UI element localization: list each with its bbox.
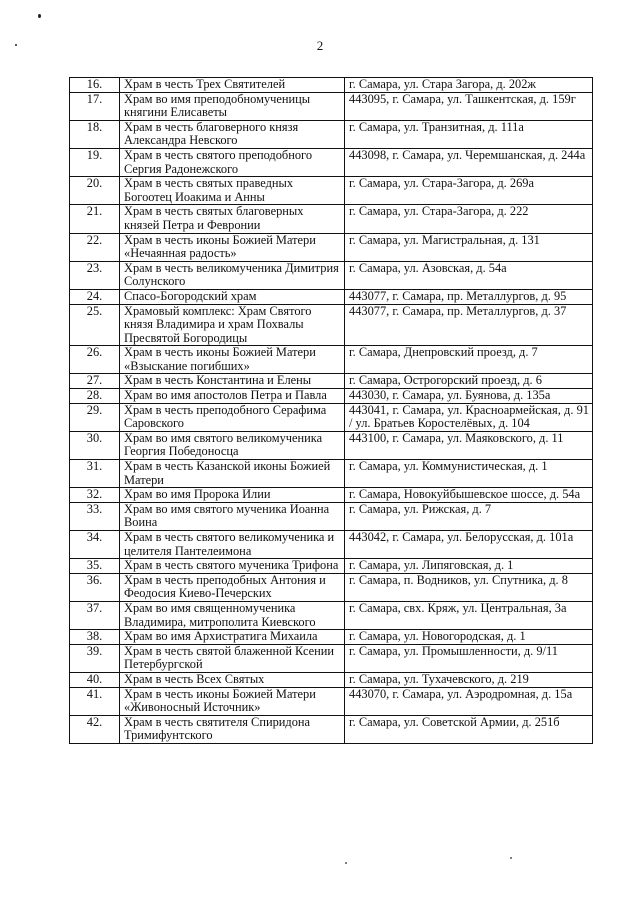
table-row	[70, 403, 593, 431]
church-name: Храм во имя Пророка Илии	[120, 488, 345, 503]
row-number: 33.	[70, 502, 120, 530]
table-row	[70, 687, 593, 715]
table-row	[70, 573, 593, 601]
church-name: Храм в честь святого преподобного Сергия Радонежского	[120, 148, 345, 176]
church-name: Храм в честь Казанской иконы Божией Матери	[120, 460, 345, 488]
table-row	[70, 630, 593, 645]
table-row	[70, 389, 593, 404]
table-row	[70, 304, 593, 346]
table-row	[70, 233, 593, 261]
church-address: г. Самара, ул. Новогородская, д. 1	[345, 630, 593, 645]
table-row	[70, 531, 593, 559]
table-row	[70, 92, 593, 120]
scan-dot	[345, 862, 347, 864]
church-name: Храм в честь святителя Спиридона Тримифунтского	[120, 715, 345, 743]
church-address: г. Самара, ул. Советской Армии, д. 251б	[345, 715, 593, 743]
church-address: г. Самара, ул. Промышленности, д. 9/11	[345, 644, 593, 672]
row-number: 21.	[70, 205, 120, 233]
church-address: г. Самара, ул. Стара Загора, д. 202ж	[345, 78, 593, 93]
church-name: Храм в честь великомученика Димитрия Солунского	[120, 261, 345, 289]
row-number: 27.	[70, 374, 120, 389]
row-number: 23.	[70, 261, 120, 289]
row-number: 26.	[70, 346, 120, 374]
table-row	[70, 460, 593, 488]
church-address: г. Самара, ул. Стара-Загора, д. 222	[345, 205, 593, 233]
churches-table	[69, 77, 593, 744]
church-address: г. Самара, ул. Тухачевского, д. 219	[345, 672, 593, 687]
row-number: 41.	[70, 687, 120, 715]
church-address: 443070, г. Самара, ул. Аэродромная, д. 15а	[345, 687, 593, 715]
church-name: Храм в честь иконы Божией Матери «Живоносный Источник»	[120, 687, 345, 715]
church-address: г. Самара, ул. Липяговская, д. 1	[345, 559, 593, 574]
church-name: Храм в честь преподобного Серафима Саровского	[120, 403, 345, 431]
table-row	[70, 502, 593, 530]
row-number: 36.	[70, 573, 120, 601]
table-row	[70, 289, 593, 304]
church-address: 443077, г. Самара, пр. Металлургов, д. 95	[345, 289, 593, 304]
table-row	[70, 148, 593, 176]
row-number: 34.	[70, 531, 120, 559]
church-address: г. Самара, п. Водников, ул. Спутника, д. 8	[345, 573, 593, 601]
church-address: г. Самара, свх. Кряж, ул. Центральная, 3а	[345, 601, 593, 629]
church-address: г. Самара, ул. Рижская, д. 7	[345, 502, 593, 530]
scan-speck	[38, 14, 41, 18]
row-number: 37.	[70, 601, 120, 629]
row-number: 28.	[70, 389, 120, 404]
church-address: г. Самара, ул. Транзитная, д. 111а	[345, 120, 593, 148]
church-name: Храм в честь благоверного князя Александра Невского	[120, 120, 345, 148]
church-address: г. Самара, Новокуйбышевское шоссе, д. 54а	[345, 488, 593, 503]
table-row	[70, 374, 593, 389]
churches-table-body	[70, 78, 593, 744]
church-address: г. Самара, Острогорский проезд, д. 6	[345, 374, 593, 389]
church-name: Храм в честь святого мученика Трифона	[120, 559, 345, 574]
table-row	[70, 672, 593, 687]
church-name: Храм во имя святого мученика Иоанна Воина	[120, 502, 345, 530]
church-name: Храм в честь святой блаженной Ксении Петербургской	[120, 644, 345, 672]
church-name: Храм во имя священномученика Владимира, митрополита Киевского	[120, 601, 345, 629]
church-address: 443098, г. Самара, ул. Черемшанская, д. 244а	[345, 148, 593, 176]
church-address: 443042, г. Самара, ул. Белорусская, д. 101а	[345, 531, 593, 559]
church-name: Храм в честь Трех Святителей	[120, 78, 345, 93]
row-number: 17.	[70, 92, 120, 120]
church-address: г. Самара, Днепровский проезд, д. 7	[345, 346, 593, 374]
row-number: 25.	[70, 304, 120, 346]
scan-dot	[510, 857, 512, 859]
church-address: 443030, г. Самара, ул. Буянова, д. 135а	[345, 389, 593, 404]
row-number: 31.	[70, 460, 120, 488]
church-address: 443100, г. Самара, ул. Маяковского, д. 11	[345, 431, 593, 459]
row-number: 42.	[70, 715, 120, 743]
row-number: 24.	[70, 289, 120, 304]
church-name: Храм в честь Константина и Елены	[120, 374, 345, 389]
church-name: Храм в честь иконы Божией Матери «Нечаянная радость»	[120, 233, 345, 261]
table-row	[70, 488, 593, 503]
church-address: 443095, г. Самара, ул. Ташкентская, д. 159г	[345, 92, 593, 120]
row-number: 39.	[70, 644, 120, 672]
page-number: 2	[316, 38, 324, 53]
church-address: 443077, г. Самара, пр. Металлургов, д. 37	[345, 304, 593, 346]
church-name: Храм во имя преподобномученицы княгини Елисаветы	[120, 92, 345, 120]
table-row	[70, 644, 593, 672]
table-row	[70, 431, 593, 459]
table-row	[70, 205, 593, 233]
church-address: г. Самара, ул. Азовская, д. 54а	[345, 261, 593, 289]
church-name: Храм в честь святых благоверных князей Петра и Февронии	[120, 205, 345, 233]
church-name: Храм во имя апостолов Петра и Павла	[120, 389, 345, 404]
church-name: Храм в честь преподобных Антония и Феодосия Киево-Печерских	[120, 573, 345, 601]
row-number: 30.	[70, 431, 120, 459]
table-row	[70, 715, 593, 743]
row-number: 20.	[70, 177, 120, 205]
row-number: 29.	[70, 403, 120, 431]
row-number: 19.	[70, 148, 120, 176]
table-row	[70, 177, 593, 205]
table-row	[70, 601, 593, 629]
row-number: 22.	[70, 233, 120, 261]
table-row	[70, 120, 593, 148]
row-number: 40.	[70, 672, 120, 687]
church-address: г. Самара, ул. Стара-Загора, д. 269а	[345, 177, 593, 205]
table-row	[70, 346, 593, 374]
row-number: 35.	[70, 559, 120, 574]
church-name: Храм в честь иконы Божией Матери «Взыскание погибших»	[120, 346, 345, 374]
table-row	[70, 559, 593, 574]
church-name: Храм во имя святого великомученика Георгия Победоносца	[120, 431, 345, 459]
church-name: Спасо-Богородский храм	[120, 289, 345, 304]
church-address: г. Самара, ул. Коммунистическая, д. 1	[345, 460, 593, 488]
row-number: 16.	[70, 78, 120, 93]
church-address: 443041, г. Самара, ул. Красноармейская, д. 91 / ул. Братьев Коростелёвых, д. 104	[345, 403, 593, 431]
church-name: Храм в честь святого великомученика и целителя Пантелеимона	[120, 531, 345, 559]
row-number: 38.	[70, 630, 120, 645]
church-name: Храм во имя Архистратига Михаила	[120, 630, 345, 645]
church-address: г. Самара, ул. Магистральная, д. 131	[345, 233, 593, 261]
row-number: 18.	[70, 120, 120, 148]
church-name: Храм в честь Всех Святых	[120, 672, 345, 687]
table-row	[70, 261, 593, 289]
row-number: 32.	[70, 488, 120, 503]
church-name: Храм в честь святых праведных Богоотец Иоакима и Анны	[120, 177, 345, 205]
church-name: Храмовый комплекс: Храм Святого князя Владимира и храм Похвалы Пресвятой Богородицы	[120, 304, 345, 346]
table-row	[70, 78, 593, 93]
